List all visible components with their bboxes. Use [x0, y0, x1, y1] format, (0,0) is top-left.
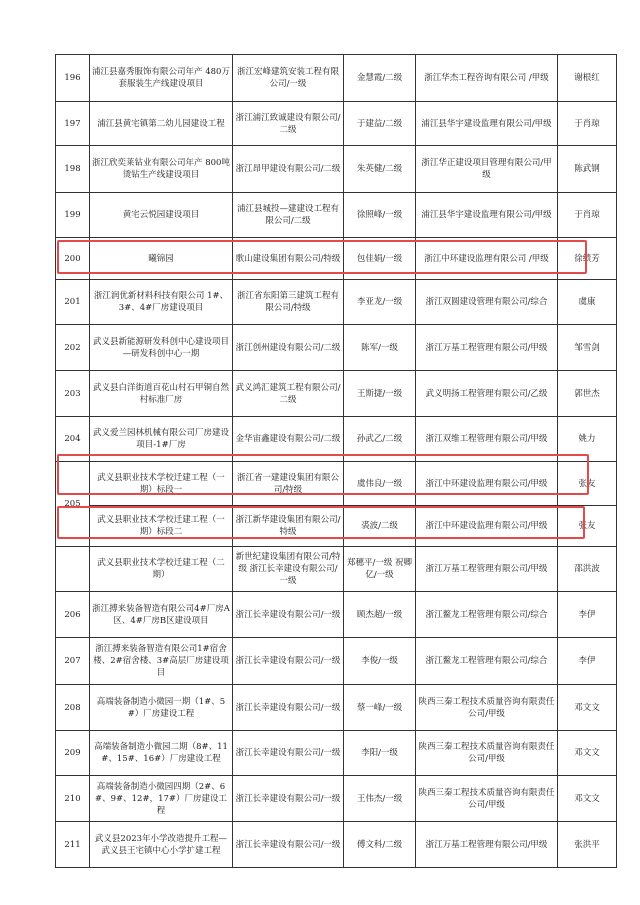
table-row	[56, 547, 617, 592]
project-name-cell: 高端装备制造小微园一期（1#、5#）厂房建设工程	[90, 685, 233, 731]
table-row	[56, 731, 617, 776]
project-manager-cell: 李亚龙/一级	[344, 280, 416, 325]
highlight-box-row-205-section-2	[57, 506, 585, 539]
table-row	[56, 371, 617, 417]
chief-supervisor-cell: 谢根红	[558, 55, 617, 102]
project-manager-cell: 王斯捷/一级	[344, 371, 416, 417]
project-manager-cell: 于建益/二级	[344, 102, 416, 146]
supervision-company-cell: 浙江鳌龙工程管理有限公司/综合	[416, 638, 558, 685]
contractor-cell: 浙江长幸建设有限公司/一级	[233, 685, 344, 731]
project-manager-cell: 包佳娟/一级	[344, 238, 416, 280]
chief-supervisor-cell: 于肖琼	[558, 102, 617, 146]
project-name-cell: 武义县新能源研发科创中心建设项目—研发科创中心一期	[90, 325, 233, 371]
row-number-cell: 199	[56, 193, 90, 238]
project-manager-cell: 顾杰超/一级	[344, 592, 416, 638]
supervision-company-cell: 陕西三秦工程技术质量咨询有限责任公司/甲级	[416, 776, 558, 822]
project-manager-cell: 李阳/一级	[344, 731, 416, 776]
project-manager-cell: 徐照峰/一级	[344, 193, 416, 238]
chief-supervisor-cell: 陈武钢	[558, 146, 617, 193]
contractor-cell: 浦江县城投—建建设工程有限公司/二级	[233, 193, 344, 238]
project-manager-cell: 陈军/一级	[344, 325, 416, 371]
supervision-company-cell: 浙江鳌龙工程管理有限公司/综合	[416, 592, 558, 638]
contractor-cell: 浙江长幸建设有限公司/一级	[233, 776, 344, 822]
project-name-cell: 武义爱兰园林机械有限公司厂房建设项目-1#厂房	[90, 417, 233, 462]
chief-supervisor-cell: 张洪平	[558, 822, 617, 868]
supervision-company-cell: 浙江万基工程管理有限公司/甲级	[416, 547, 558, 592]
table-row	[56, 325, 617, 371]
contractor-cell: 武义鸿汇建筑工程有限公司/二级	[233, 371, 344, 417]
row-number-cell: 200	[56, 238, 90, 280]
contractor-cell: 浙江创州建设有限公司/二级	[233, 325, 344, 371]
row-number-cell: 196	[56, 55, 90, 102]
row-number-cell: 209	[56, 731, 90, 776]
row-number-cell	[56, 547, 90, 592]
supervision-company-cell: 浙江中环建设监理有限公司/甲级	[416, 462, 558, 506]
project-name-cell: 浦江县嘉秀服饰有限公司年产 480万套服装生产线建设项目	[90, 55, 233, 102]
project-manager-cell: 金慧霞/二级	[344, 55, 416, 102]
project-name-cell: 武义县职业技术学校迁建工程（一期）标段二	[90, 506, 233, 547]
row-number-cell: 198	[56, 146, 90, 193]
row-number-cell: 201	[56, 280, 90, 325]
table-row	[56, 102, 617, 146]
project-manager-cell: 裘波/二级	[344, 506, 416, 547]
project-name-cell: 浙江欣奕莱钻业有限公司年产 800吨烫钻生产线建设项目	[90, 146, 233, 193]
chief-supervisor-cell: 虞康	[558, 280, 617, 325]
row-number-cell: 205	[56, 462, 90, 547]
row-number-cell: 197	[56, 102, 90, 146]
contractor-cell: 浙江省东阳第三建筑工程有限公司/特级	[233, 280, 344, 325]
contractor-cell: 浙江宏峰建筑安装工程有限公司/一级	[233, 55, 344, 102]
contractor-cell: 金华宙鑫建设有限公司/二级	[233, 417, 344, 462]
chief-supervisor-cell: 李伊	[558, 592, 617, 638]
table-row	[56, 280, 617, 325]
project-name-cell: 黄宅云悦园建设项目	[90, 193, 233, 238]
project-manager-cell: 王伟杰/一级	[344, 776, 416, 822]
table-row	[56, 822, 617, 868]
project-name-cell: 浙江搏来装备智造有限公司4#厂房A区、4#厂房B区建设项目	[90, 592, 233, 638]
project-manager-cell: 朱英健/二级	[344, 146, 416, 193]
supervision-company-cell: 浙江双圆建设管理有限公司/综合	[416, 280, 558, 325]
row-number-cell: 202	[56, 325, 90, 371]
supervision-company-cell: 浦江县华宇建设监理有限公司/甲级	[416, 102, 558, 146]
project-name-cell: 浦江县黄宅镇第二幼儿园建设工程	[90, 102, 233, 146]
table-row	[56, 592, 617, 638]
highlight-box-row-200	[57, 240, 587, 274]
project-name-cell: 浙江润优新材料科技有限公司 1#、3#、4#厂房建设项目	[90, 280, 233, 325]
contractor-cell: 浙江长幸建设有限公司/一级	[233, 638, 344, 685]
contractor-cell: 浙江浦江致诚建设有限公司/二级	[233, 102, 344, 146]
supervision-company-cell: 浙江万基工程管理有限公司/甲级	[416, 822, 558, 868]
project-manager-cell: 郑穗平/一级 祝卿亿/一级	[344, 547, 416, 592]
project-name-cell: 武义县白洋街道百花山村石甲铜自然村标准厂房	[90, 371, 233, 417]
chief-supervisor-cell: 张友	[558, 506, 617, 547]
project-name-cell: 曦锦园	[90, 238, 233, 280]
table-row	[56, 146, 617, 193]
supervision-company-cell: 浦江县华宇建设监理有限公司/甲级	[416, 193, 558, 238]
supervision-company-cell: 陕西三秦工程技术质量咨询有限责任公司/甲级	[416, 731, 558, 776]
contractor-cell: 浙江长幸建设有限公司/一级	[233, 592, 344, 638]
contractor-cell: 浙江长幸建设有限公司/一级	[233, 731, 344, 776]
chief-supervisor-cell: 邓文文	[558, 731, 617, 776]
project-manager-cell: 傅文科/二级	[344, 822, 416, 868]
project-name-cell: 武义县2023年小学改造提升工程—武义县王宅镇中心小学扩建工程	[90, 822, 233, 868]
row-number-cell: 210	[56, 776, 90, 822]
table-row	[56, 685, 617, 731]
supervision-company-cell: 浙江华杰工程咨询有限公司 /甲级	[416, 55, 558, 102]
row-number-cell: 208	[56, 685, 90, 731]
chief-supervisor-cell: 邓文文	[558, 776, 617, 822]
table-row	[56, 193, 617, 238]
project-manager-cell: 李俊/一级	[344, 638, 416, 685]
supervision-company-cell: 武义明扬工程管理有限公司/乙级	[416, 371, 558, 417]
chief-supervisor-cell: 李伊	[558, 638, 617, 685]
row-number-cell: 204	[56, 417, 90, 462]
supervision-company-cell: 浙江双维工程管理有限公司/甲级	[416, 417, 558, 462]
row-number-cell: 203	[56, 371, 90, 417]
contractor-cell: 歌山建设集团有限公司/特级	[233, 238, 344, 280]
supervision-company-cell: 浙江中环建设监理有限公司 /甲级	[416, 238, 558, 280]
supervision-company-cell: 浙江中环建设监理有限公司/甲级	[416, 506, 558, 547]
project-name-cell: 浙江搏来装备智造有限公司1#宿舍楼、2#宿舍楼、3#高层厂房建设项目	[90, 638, 233, 685]
chief-supervisor-cell: 邓文文	[558, 685, 617, 731]
row-number-cell: 207	[56, 638, 90, 685]
table-row	[56, 638, 617, 685]
chief-supervisor-cell: 邵洪波	[558, 547, 617, 592]
project-manager-cell: 虞伟良/一级	[344, 462, 416, 506]
project-manager-cell: 蔡一峰/一级	[344, 685, 416, 731]
row-number-cell: 211	[56, 822, 90, 868]
project-name-cell: 武义县职业技术学校迁建工程（一期）标段一	[90, 462, 233, 506]
supervision-company-cell: 陕西三秦工程技术质量咨询有限责任公司/甲级	[416, 685, 558, 731]
contractor-cell: 浙江昂甲建设有限公司/二级	[233, 146, 344, 193]
contractor-cell: 浙江省一建建设集团有限公司/特级	[233, 462, 344, 506]
chief-supervisor-cell: 邹雪剑	[558, 325, 617, 371]
project-manager-cell: 孙武乙/二级	[344, 417, 416, 462]
chief-supervisor-cell: 张友	[558, 462, 617, 506]
project-name-cell: 高端装备制造小微园四期（2#、6#、9#、12#，17#）厂房建设工程	[90, 776, 233, 822]
project-name-cell: 武义县职业技术学校迁建工程（二期）	[90, 547, 233, 592]
contractor-cell: 浙江新华建设集团有限公司/特级	[233, 506, 344, 547]
supervision-company-cell: 浙江华正建设项目管理有限公司/甲级	[416, 146, 558, 193]
chief-supervisor-cell: 徐绩芳	[558, 238, 617, 280]
table-row	[56, 55, 617, 102]
contractor-cell: 浙江长幸建设有限公司/一级	[233, 822, 344, 868]
project-name-cell: 高端装备制造小微园二期（8#、11#、15#、16#）厂房建设工程	[90, 731, 233, 776]
chief-supervisor-cell: 郭世杰	[558, 371, 617, 417]
chief-supervisor-cell: 姚力	[558, 417, 617, 462]
chief-supervisor-cell: 于肖琼	[558, 193, 617, 238]
supervision-company-cell: 浙江万基工程管理有限公司/甲级	[416, 325, 558, 371]
table-row	[56, 776, 617, 822]
row-number-cell: 206	[56, 592, 90, 638]
highlight-box-row-205-section-1	[57, 454, 589, 495]
contractor-cell: 新世纪建设集团有限公司/特级 浙江长幸建设有限公司/一级	[233, 547, 344, 592]
